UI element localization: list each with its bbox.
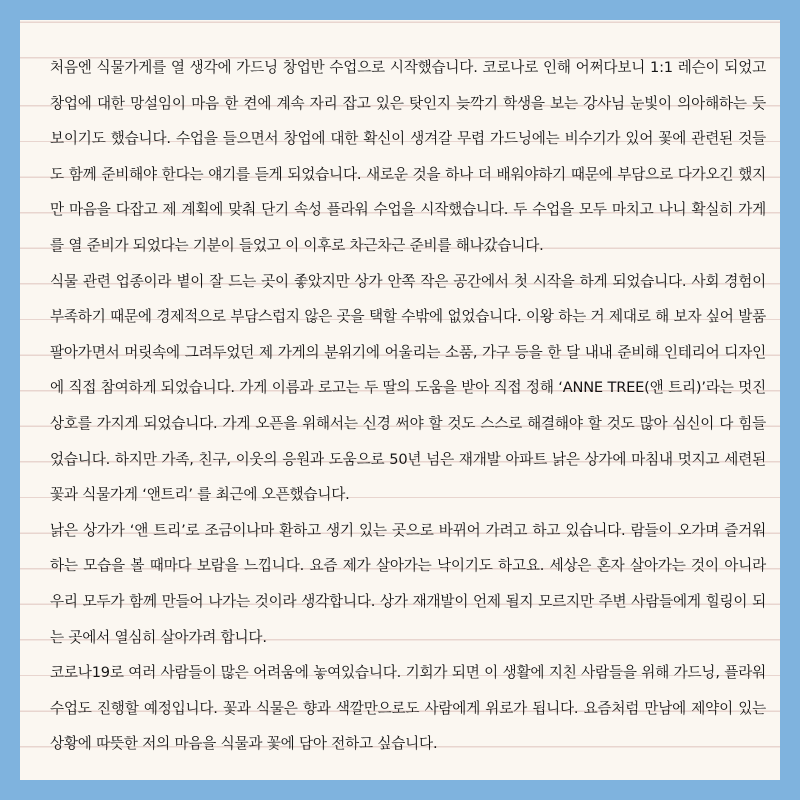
paragraph-4: 코로나19로 여러 사람들이 많은 어려움에 놓여있습니다. 기회가 되면 이 생활에 지친 사람들을 위해 가드닝, 플라워 수업도 진행할 예정입니다. 꽃과 식물은 향과 색깔만으로도 사람에게 위로가 됩니다. 요즘처럼 만남에 제약이 있는 상황에 따뜻한 저의 마음을 식물과 꽃에 담아 전하고 싶습니다. xyxy=(50,664,766,753)
paragraph-3: 낡은 상가가 ‘앤 트리’로 조금이나마 환하고 생기 있는 곳으로 바뀌어 가려고 하고 있습니다. 람들이 오가며 즐거워하는 모습을 볼 때마다 보람을 느낍니다. 요즘 제가 살아가는 낙이기도 하고요. 세상은 혼자 살아가는 것이 아니라 우리 모두가 함께 만들어 나가는 것이라 생각합니다. 상가 재개발이 언제 될지 모르지만 주변 사람들에게 힐링이 되는 곳에서 열심히 살아가려 합니다. xyxy=(50,521,766,646)
essay-body xyxy=(50,50,766,762)
paragraph-1: 처음엔 식물가게를 열 생각에 가드닝 창업반 수업으로 시작했습니다. 코로나로 인해 어쩌다보니 1:1 레슨이 되었고 창업에 대한 망설임이 마음 한 켠에 계속 자리 잡고 있은 탓인지 늦깍기 학생을 보는 강사님 눈빛이 의아해하는 듯 보이기도 했습니다. 수업을 들으면서 창업에 대한 확신이 생겨갈 무렵 가드닝에는 비수기가 있어 꽃에 관련된 것들도 함께 준비해야 한다는 얘기를 듣게 되었습니다. 새로운 것을 하나 더 배워야하기 때문에 부담으로 다가오긴 했지만 마음을 다잡고 제 계획에 맞춰 단기 속성 플라워 수업을 시작했습니다. 두 수업을 모두 마치고 나니 확실히 가게를 열 준비가 되었다는 기분이 들었고 이 이후로 차근차근 준비를 해나갔습니다. xyxy=(50,59,766,254)
paragraph-2: 식물 관련 업종이라 볕이 잘 드는 곳이 좋았지만 상가 안쪽 작은 공간에서 첫 시작을 하게 되었습니다. 사회 경험이 부족하기 때문에 경제적으로 부담스럽지 않은 곳을 택할 수밖에 없었습니다. 이왕 하는 거 제대로 해 보자 싶어 발품 팔아가면서 머릿속에 그려두었던 제 가게의 분위기에 어울리는 소품, 가구 등을 한 달 내내 준비해 인테리어 디자인에 직접 참여하게 되었습니다. 가게 이름과 로고는 두 딸의 도움을 받아 직접 정해 ‘ANNE TREE(앤 트리)’라는 멋진 상호를 가지게 되었습니다. 가게 오픈을 위해서는 신경 써야 할 것도 스스로 해결해야 할 것도 많아 심신이 다 힘들었습니다. 하지만 가족, 친구, 이웃의 응원과 도움으로 50년 넘은 재개발 아파트 낡은 상가에 마침내 멋지고 세련된 꽃과 식물가게 ‘앤트리’ 를 최근에 오픈했습니다. xyxy=(50,272,766,504)
lined-paper xyxy=(20,20,780,780)
